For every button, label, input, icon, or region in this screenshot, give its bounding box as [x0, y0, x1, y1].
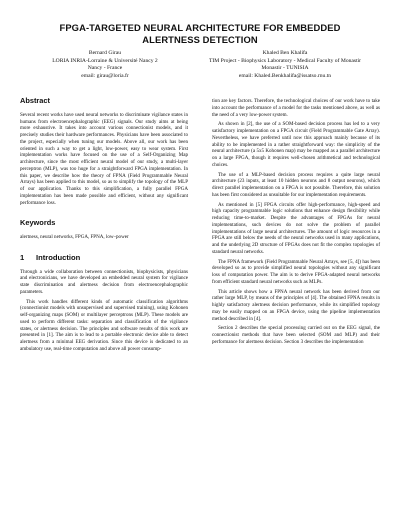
author-1 [20, 50, 190, 80]
author-email: email: Khaled.Benkhalifa@issatso.rnu.tn [238, 72, 332, 79]
section-title: Introduction [36, 252, 81, 262]
body-paragraph: As mentioned in [5] FPGA circuits offer high-performance, high-speed and high capacity programmable logic solutions that enhance design flexibility while reducing time-to-market. Despite the advantages of FPGAs for neural implementations, such devices do not solve the problem of parallel implementations of large neural architectures. The amount of logic resources in a FPGA are still below the needs of the neural networks used in many applications, and the underlying 2D structure of FPGAs does not fit the complex topologies of standard neural networks. [212, 201, 380, 255]
abstract-heading: Abstract [20, 96, 50, 105]
section-number: 1 [20, 252, 25, 262]
intro-paragraph: Through a wide collaboration between connectionists, biophysicists, physicians and electronicians, we have developed an embedded neural system for vigilance state discrimination and alertness decision from electroencephalographic parameters. [20, 268, 188, 295]
body-paragraph: The use of a MLP-based decision process requires a quite large neural architecture (23 inputs, at least 10 hidden neurons and 8 output neurons), which direct parallel implementation on a FPGA is not possible. Therefore, this solution has been first considered as unsuitable for our implementation requirements. [212, 171, 380, 198]
author-affiliation: LORIA INRIA-Lorraine & Université Nancy 2 [52, 57, 158, 64]
author-location: Nancy - France [87, 65, 123, 72]
author-name: Khaled Ben Khalifa [262, 50, 308, 56]
author-location: Monastir - TUNISIA [261, 65, 309, 72]
keywords-section [20, 220, 188, 241]
body-paragraph: As shown in [2], the use of a SOM-based decision process has led to a very satisfactory implementation on a FPGA circuit (Field Programmable Gate Array). Nevertheless, we have preferred until now this approach mainly because of its ability to be implemented in a rather straightforward way: the simplicity of the neural architecture (a 5x5 Kohonen map) may be mapped as a parallel architecture on a large FPGA, though it requires well-chosen arithmetical and technological choices. [212, 121, 380, 168]
right-column [212, 98, 380, 349]
body-paragraph: The FPNA framework (Field Programmable Neural Arrays, see [5, 4]) has been developed so as to provide simplified neural topologies without any significant loss of computation power. The aim is to derive FPGA-adapted neural networks from efficient standard neural networks such as MLPs. [212, 258, 380, 285]
author-affiliation: TIM Project - Biophysics Laboratory - Medical Faculty of Monastir [208, 57, 362, 64]
body-paragraph: Section 2 describes the special processing carried out on the EEG signal, the connectionist methods that have been selected (SOM and MLP) and their performance for alertness decision. Section 3 describes the implementation [212, 325, 380, 345]
title-line-1: FPGA-TARGETED NEURAL ARCHITECTURE FOR EMBEDDED [59, 22, 341, 33]
abstract-text: Several recent works have used neural networks to discriminate vigilance states in humans from electroencephalographic (EEG) signals. Our study aims at being more exhaustive. It takes into account various connectionist models, and it precisely studies their hardware performances. Physicians have been associated to the project, especially when tuning our models. Above all, our work has been oriented in such a way to get a light, low-power, easy to wear system. First implementation works have focused on the use of a Self-Organizing Map architecture, since the most efficient neural model of our study, a multi-layer perceptron (MLP), was too huge for a straightforward FPGA implementation. In this paper, we describe how the theory of FPNA (Field Programmable Neural Arrays) has been applied to this model, so as to simplify the topology of the MLP of our application. Thanks to this simplification, a fully parallel FPGA implementation has been made possible and efficient, without any significant performance loss. [20, 111, 188, 206]
author-name: Bernard Girau [88, 50, 122, 56]
keywords-text: alertness, neural networks, FPGA, FPNA, low–power [20, 234, 129, 240]
left-column [20, 98, 188, 356]
introduction-heading [20, 252, 188, 262]
keywords-heading: Keywords [20, 218, 56, 228]
author-2 [190, 50, 380, 80]
author-email: email: girau@loria.fr [81, 72, 129, 79]
body-paragraph: tion are key factors. Therefore, the technological choices of our work have to take into account the performance of a model for the tasks mentioned above, as well as the need of a very low-power system. [212, 98, 380, 118]
intro-paragraph: This work handles different kinds of automatic classification algorithms (connectionist models with unsupervised and supervised training), using Kohonen self-organizing maps (SOM) or multilayer perceptrons (MLP). These models are used to perform different tasks: separation and classification of the vigilance states, or alertness decision. The principles and software results of this work are presented in [1]. The aim is to lead to a portable electronic device able to detect alertness from a minimal EEG derivation. Since this device is dedicated to an ambulatory use, real-time computation and above all power consump- [20, 298, 188, 352]
paper-title [20, 22, 380, 45]
title-line-2: ALERTNESS DETECTION [142, 33, 258, 45]
body-paragraph: This article shows how a FPNA neural network has been derived from our rather large MLP, by means of the principles of [4]. The obtained FPNA results in highly satisfactory alertness decision performance, while its simplified topology may be easily mapped on an FPGA device, using the pipeline implementation method described in [4]. [212, 288, 380, 322]
